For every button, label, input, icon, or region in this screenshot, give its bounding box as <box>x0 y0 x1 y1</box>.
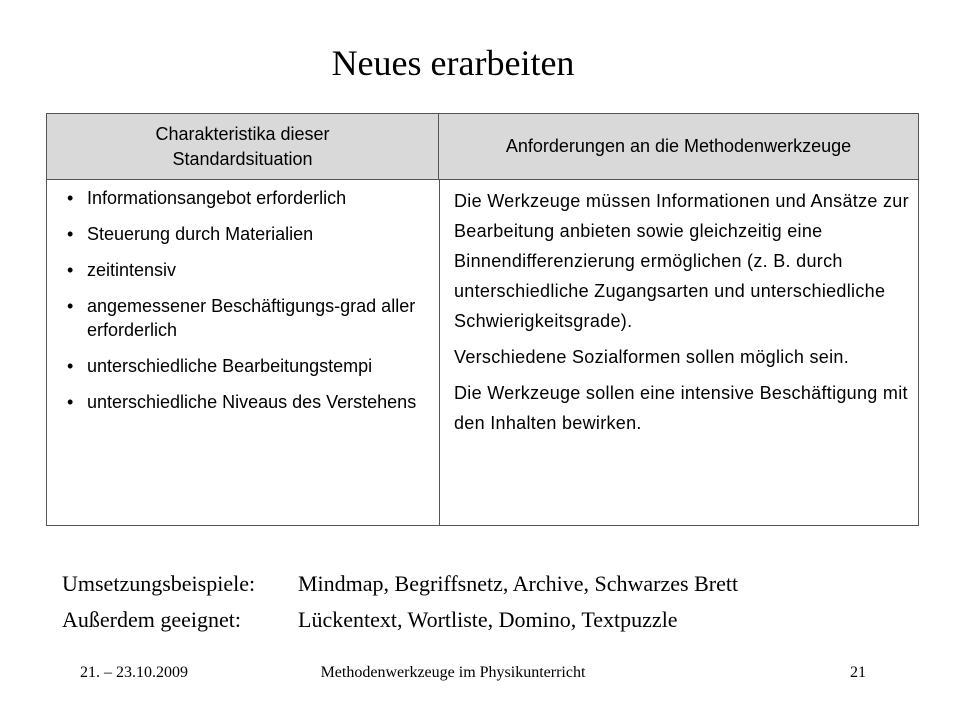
page-number: 21 <box>850 664 866 681</box>
list-item <box>61 258 433 282</box>
examples-row-also-suitable <box>62 602 738 638</box>
requirement-paragraph: Die Werkzeuge müssen Informationen und Ansätze zur Bearbeitung anbieten sowie gleichzeitig eine Binnendifferenzierung ermöglichen (z. B. durch unterschiedliche Zugangsarten und unterschiedliche Schwierigkeitsgrade). <box>454 191 909 331</box>
bullet-icon: • <box>67 356 74 376</box>
bullet-icon: • <box>67 224 74 244</box>
header-left-label: Charakteristika dieser Standardsituation <box>155 123 330 169</box>
examples-value: Lückentext, Wortliste, Domino, Textpuzzle <box>298 607 678 632</box>
bullet-icon: • <box>67 260 74 280</box>
requirements-text <box>454 186 914 444</box>
list-item <box>61 390 433 414</box>
column-divider <box>439 180 440 525</box>
footer-title: Methodenwerkzeuge im Physikunterricht <box>320 664 586 681</box>
footer-date: 21. – 23.10.2009 <box>80 664 188 681</box>
slide-title: Neues erarbeiten <box>331 43 575 83</box>
requirement-paragraph: Die Werkzeuge sollen eine intensive Beschäftigung mit den Inhalten bewirken. <box>454 383 908 433</box>
bullet-icon: • <box>67 188 74 208</box>
list-item-text: angemessener Beschäftigungs-grad aller erforderlich <box>87 296 416 340</box>
list-item <box>61 294 433 342</box>
list-item-text: unterschiedliche Niveaus des Verstehens <box>87 392 417 412</box>
characteristics-list <box>61 186 433 426</box>
examples-value: Mindmap, Begriffsnetz, Archive, Schwarzes Brett <box>298 571 739 596</box>
bullet-icon: • <box>67 296 74 316</box>
requirements-table <box>46 113 919 526</box>
list-item-text: Informationsangebot erforderlich <box>87 188 347 208</box>
table-header-requirements <box>439 114 918 180</box>
header-right-label: Anforderungen an die Methodenwerkzeuge <box>505 136 852 156</box>
examples-row-implementation <box>62 566 738 602</box>
list-item-text: Steuerung durch Materialien <box>87 224 314 244</box>
bullet-icon: • <box>67 392 74 412</box>
table-header-characteristics <box>47 114 439 180</box>
list-item <box>61 186 433 210</box>
list-item <box>61 354 433 378</box>
list-item <box>61 222 433 246</box>
examples-block <box>62 566 738 638</box>
list-item-text: zeitintensiv <box>87 260 177 280</box>
requirement-paragraph: Verschiedene Sozialformen sollen möglich sein. <box>454 347 850 367</box>
examples-label: Außerdem geeignet: <box>62 607 241 632</box>
examples-label: Umsetzungsbeispiele: <box>62 571 256 596</box>
list-item-text: unterschiedliche Bearbeitungstempi <box>87 356 373 376</box>
